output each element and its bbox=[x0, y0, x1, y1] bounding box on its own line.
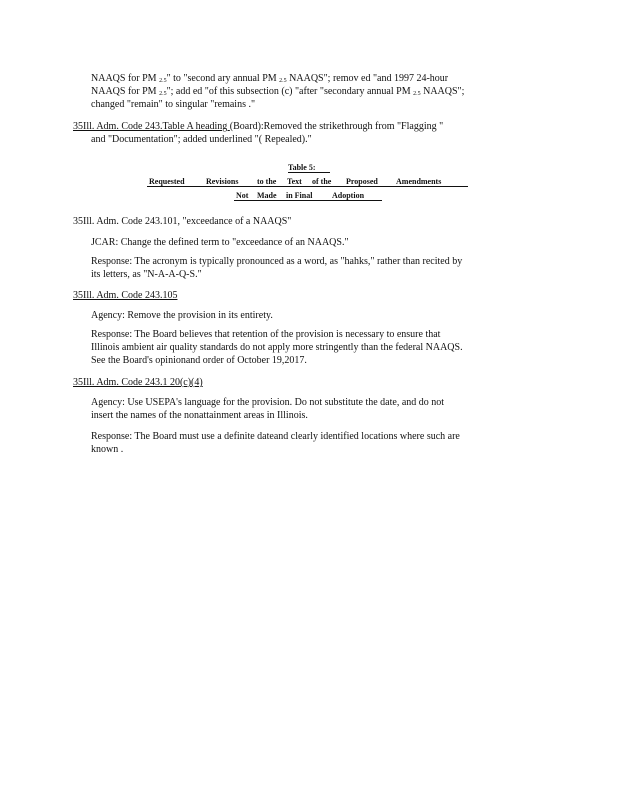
table-row2-rule bbox=[234, 200, 382, 201]
table-col-requested: Requested bbox=[149, 177, 185, 186]
table-col-adoption: Adoption bbox=[332, 191, 365, 200]
table-col-to-the: to the bbox=[257, 177, 277, 186]
section3-agency: Agency: Remove the provision in its entirety. bbox=[91, 310, 273, 321]
table-col-text: Text bbox=[287, 177, 302, 186]
para1-line2b-text: "; add ed "of this subsection (c) "after "secondary annual PM bbox=[166, 86, 414, 97]
section4-agency-line2: insert the names of the nonattainment areas in Illinois. bbox=[91, 410, 308, 421]
para1-line2-text: NAAQS for PM bbox=[91, 86, 160, 97]
table-col-revisions: Revisions bbox=[206, 177, 239, 186]
section2-response-line2: its letters, as "N-A-A-Q-S." bbox=[91, 269, 202, 280]
para1-line2c-text: NAAQS"; bbox=[420, 86, 465, 97]
pm-subscript: 2.5 bbox=[279, 78, 287, 84]
section4-agency-line1: Agency: Use USEPA's language for the provision. Do not substitute the date, and do not bbox=[91, 397, 445, 408]
section2-response-line1: Response: The acronym is typically pronounced as a word, as "hahks," rather than recited by bbox=[91, 256, 463, 267]
pm-subscript: 2.5 bbox=[413, 91, 421, 97]
section1-heading bbox=[73, 121, 533, 134]
section3-response-line1: Response: The Board believes that retention of the provision is necessary to ensure that bbox=[91, 329, 441, 340]
section1-line2: and "Documentation"; added underlined "( Repealed)." bbox=[91, 134, 312, 145]
section3-response-line3: See the Board's opinionand order of October 19,2017. bbox=[91, 355, 307, 366]
section3-heading bbox=[73, 290, 533, 303]
table-col-in-final: in Final bbox=[286, 191, 313, 200]
para1-line1-text: NAAQS for PM bbox=[91, 73, 160, 84]
section2-heading: 35Ill. Adm. Code 243.101, "exceedance of a NAAQS" bbox=[73, 216, 292, 227]
table-col-amendments: Amendments bbox=[396, 177, 442, 186]
section4-response-line2: known . bbox=[91, 444, 124, 455]
para1-line3: changed "remain" to singular "remains ." bbox=[91, 99, 256, 110]
section1-heading-link-text: 35Ill. Adm. Code 243.Table A heading bbox=[73, 121, 230, 132]
table-title: Table 5: bbox=[288, 163, 316, 172]
section4-heading-text: 35Ill. Adm. Code 243.1 20(c)(4) bbox=[73, 377, 203, 388]
table-row1-rule bbox=[147, 186, 468, 187]
para1-line1c-text: NAAQS"; remov ed "and 1997 24-hour bbox=[286, 73, 449, 84]
section3-response-line2: Illinois ambient air quality standards do not apply more stringently than the federal NAAQS. bbox=[91, 342, 463, 353]
section4-response-line1: Response: The Board must use a definite dateand clearly identified locations where such are bbox=[91, 431, 460, 442]
para1-line1b-text: " to "second ary annual PM bbox=[166, 73, 280, 84]
pm-subscript: 2.5 bbox=[159, 91, 167, 97]
table-col-proposed: Proposed bbox=[346, 177, 378, 186]
section3-heading-text: 35Ill. Adm. Code 243.105 bbox=[73, 290, 178, 301]
section2-jcar: JCAR: Change the defined term to "exceedance of an NAAQS." bbox=[91, 237, 349, 248]
section4-heading bbox=[73, 377, 533, 390]
table-col-made: Made bbox=[257, 191, 277, 200]
pm-subscript: 2.5 bbox=[159, 78, 167, 84]
table-col-not: Not bbox=[236, 191, 249, 200]
table-col-of-the: of the bbox=[312, 177, 332, 186]
section1-heading-text: (Board):Removed the strikethrough from "Flagging " bbox=[229, 121, 444, 132]
table-title-underline bbox=[288, 172, 330, 173]
